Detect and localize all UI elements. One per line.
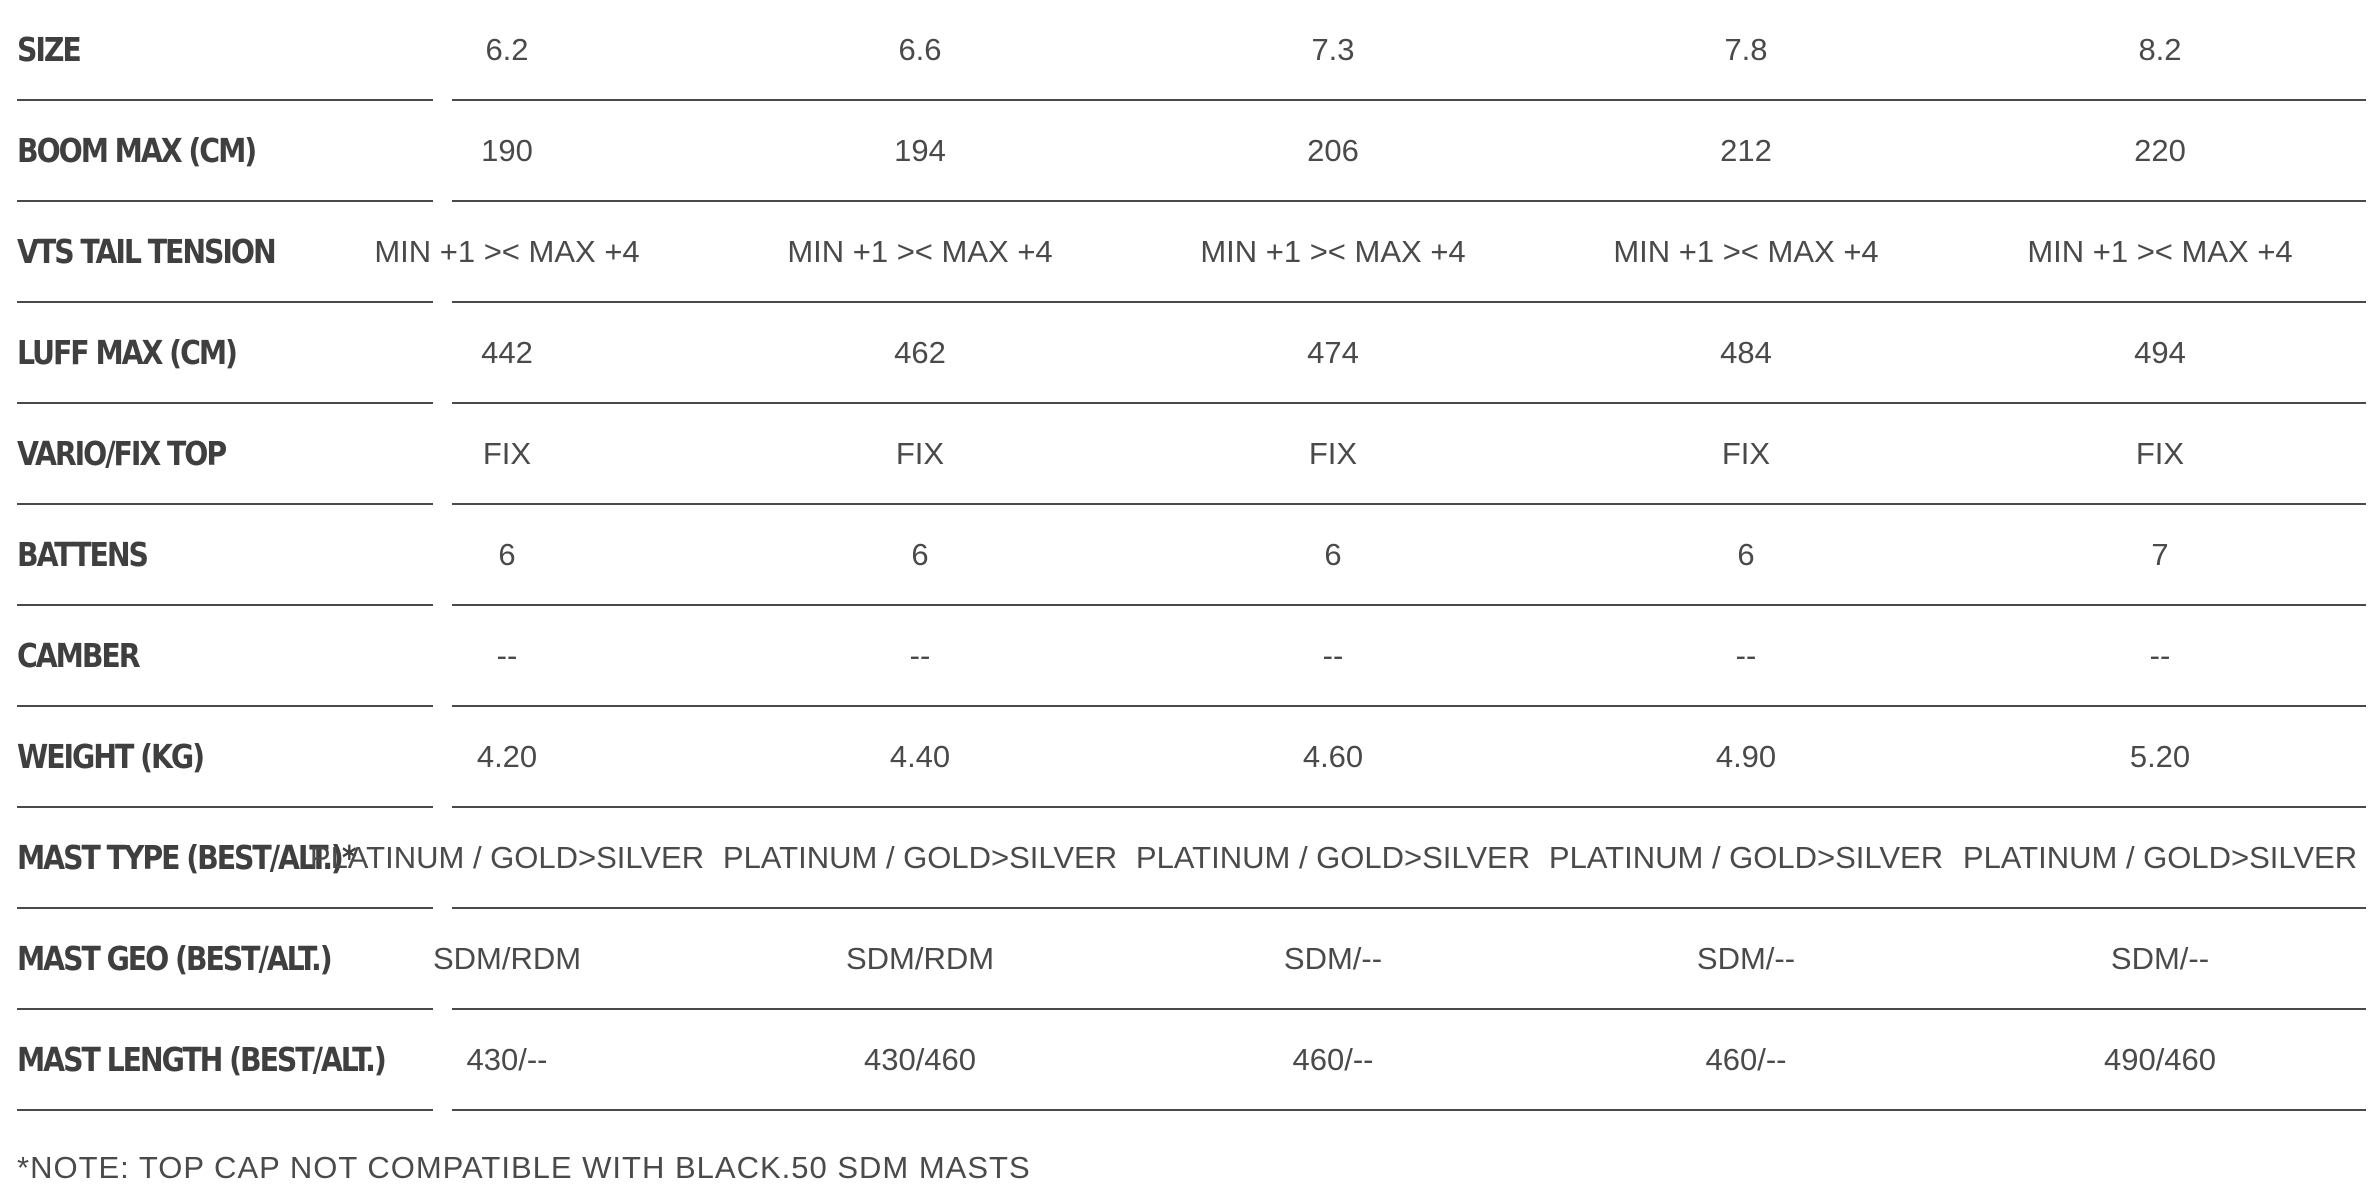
row-values <box>444 101 2376 201</box>
table-cell: 462 <box>894 335 946 370</box>
table-cell: MIN +1 >< MAX +4 <box>374 234 640 269</box>
spec-row-mast-geo <box>0 909 2376 1010</box>
row-label: MAST TYPE (BEST/ALT.)* <box>17 838 355 877</box>
row-label: MAST LENGTH (BEST/ALT.) <box>17 1040 385 1079</box>
row-label: SIZE <box>17 30 80 69</box>
table-cell: PLATINUM / GOLD>SILVER <box>1548 840 1944 875</box>
spec-row-camber <box>0 606 2376 707</box>
table-cell: MIN +1 >< MAX +4 <box>2027 234 2293 269</box>
table-cell: 6 <box>498 537 516 572</box>
row-values <box>309 808 2376 908</box>
table-cell: FIX <box>2135 436 2185 471</box>
table-cell: 6 <box>911 537 929 572</box>
table-cell: 7 <box>2151 537 2169 572</box>
spec-row-battens <box>0 505 2376 606</box>
row-values <box>374 202 2376 302</box>
table-cell: -- <box>1322 638 1344 673</box>
row-values <box>444 707 2376 807</box>
table-cell: MIN +1 >< MAX +4 <box>1200 234 1466 269</box>
table-cell: FIX <box>895 436 945 471</box>
table-cell: PLATINUM / GOLD>SILVER <box>1962 840 2358 875</box>
spec-row-vts-tail-tension <box>0 202 2376 303</box>
table-cell: 494 <box>2134 335 2186 370</box>
row-values <box>444 0 2376 100</box>
table-cell: SDM/RDM <box>845 941 995 976</box>
row-label: VTS TAIL TENSION <box>17 232 275 271</box>
row-divider <box>17 1109 433 1111</box>
spec-row-luff-max <box>0 303 2376 404</box>
table-cell: FIX <box>482 436 532 471</box>
table-cell: -- <box>2149 638 2171 673</box>
table-cell: 190 <box>481 133 533 168</box>
table-cell: 8.2 <box>2138 32 2182 67</box>
table-cell: PLATINUM / GOLD>SILVER <box>309 840 705 875</box>
table-cell: 484 <box>1720 335 1772 370</box>
row-label: BOOM MAX (CM) <box>17 131 256 170</box>
table-cell: SDM/-- <box>1696 941 1796 976</box>
table-cell: FIX <box>1308 436 1358 471</box>
row-label: WEIGHT (KG) <box>17 737 204 776</box>
table-cell: 460/-- <box>1705 1042 1787 1077</box>
table-cell: 6.6 <box>898 32 942 67</box>
table-cell: -- <box>909 638 931 673</box>
table-cell: 5.20 <box>2129 739 2191 774</box>
table-cell: 212 <box>1720 133 1772 168</box>
row-values <box>432 909 2376 1009</box>
footnote: *NOTE: TOP CAP NOT COMPATIBLE WITH BLACK.50 SDM MASTS <box>17 1150 1031 1185</box>
row-label: LUFF MAX (CM) <box>17 333 236 372</box>
table-cell: 206 <box>1307 133 1359 168</box>
table-cell: MIN +1 >< MAX +4 <box>787 234 1053 269</box>
table-cell: 490/460 <box>2103 1042 2217 1077</box>
row-values <box>444 303 2376 403</box>
table-cell: 6.2 <box>485 32 529 67</box>
table-cell: 442 <box>481 335 533 370</box>
table-cell: SDM/RDM <box>432 941 582 976</box>
table-cell: -- <box>496 638 518 673</box>
table-cell: 4.60 <box>1302 739 1364 774</box>
row-values <box>444 505 2376 605</box>
table-cell: SDM/-- <box>2110 941 2210 976</box>
row-values <box>444 404 2376 504</box>
row-divider <box>452 1109 2366 1111</box>
row-label: BATTENS <box>17 535 147 574</box>
spec-row-mast-length <box>0 1010 2376 1111</box>
table-cell: 6 <box>1737 537 1755 572</box>
table-cell: 4.20 <box>476 739 538 774</box>
table-cell: 220 <box>2134 133 2186 168</box>
spec-row-vario-fix-top <box>0 404 2376 505</box>
spec-row-boom-max <box>0 101 2376 202</box>
table-cell: 194 <box>894 133 946 168</box>
table-cell: 430/-- <box>466 1042 548 1077</box>
table-cell: SDM/-- <box>1283 941 1383 976</box>
table-cell: 4.40 <box>889 739 951 774</box>
spec-row-weight <box>0 707 2376 808</box>
table-cell: 7.8 <box>1724 32 1768 67</box>
row-label: CAMBER <box>17 636 139 675</box>
table-cell: PLATINUM / GOLD>SILVER <box>722 840 1118 875</box>
spec-row-mast-type <box>0 808 2376 909</box>
table-cell: MIN +1 >< MAX +4 <box>1613 234 1879 269</box>
row-values <box>444 606 2376 706</box>
row-label: MAST GEO (BEST/ALT.) <box>17 939 331 978</box>
table-cell: PLATINUM / GOLD>SILVER <box>1135 840 1531 875</box>
table-cell: 4.90 <box>1715 739 1777 774</box>
row-values <box>444 1010 2376 1110</box>
table-cell: 460/-- <box>1292 1042 1374 1077</box>
table-cell: 6 <box>1324 537 1342 572</box>
table-cell: 7.3 <box>1311 32 1355 67</box>
spec-row-size <box>0 0 2376 101</box>
table-cell: FIX <box>1721 436 1771 471</box>
table-cell: 430/460 <box>863 1042 977 1077</box>
table-cell: -- <box>1735 638 1757 673</box>
table-cell: 474 <box>1307 335 1359 370</box>
row-label: VARIO/FIX TOP <box>17 434 226 473</box>
